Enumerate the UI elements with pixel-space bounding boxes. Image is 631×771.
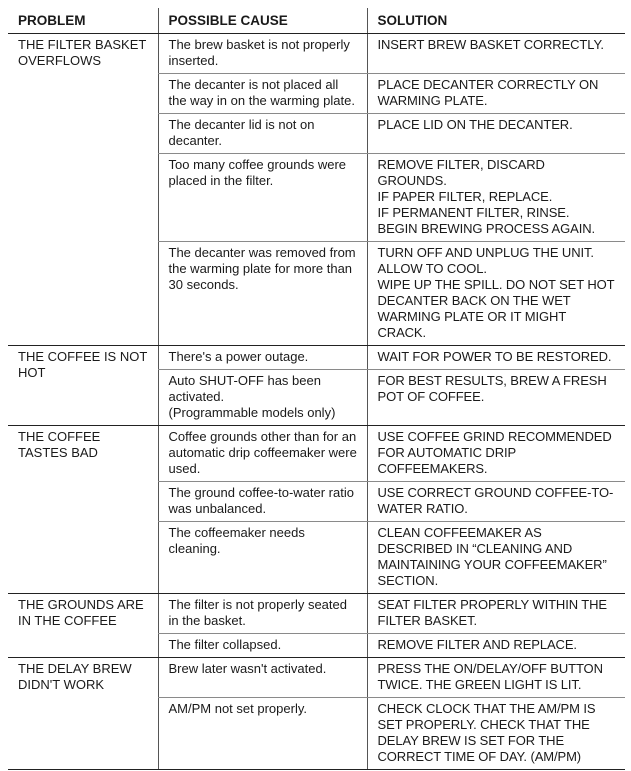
- cause-text: There's a power outage.: [168, 349, 309, 364]
- header-solution: SOLUTION: [367, 8, 625, 34]
- header-row: [8, 8, 625, 34]
- solution-text: PLACE DECANTER CORRECTLY ON WARMING PLATE.: [377, 77, 599, 108]
- cause-text: The decanter was removed from the warming plate for more than 30 seconds.: [168, 245, 356, 292]
- solution-text: INSERT BREW BASKET CORRECTLY.: [377, 37, 604, 52]
- table-body: [8, 34, 625, 770]
- table-row: [8, 594, 625, 634]
- problem-text: THE GROUNDS ARE IN THE COFFEE: [18, 597, 144, 628]
- cause-text: The filter collapsed.: [168, 637, 282, 652]
- header-problem: PROBLEM: [8, 8, 158, 34]
- solution-cell: [367, 74, 625, 114]
- solution-cell: [367, 242, 625, 346]
- solution-text: SEAT FILTER PROPERLY WITHIN THE FILTER BASKET.: [377, 597, 607, 628]
- problem-cell: [8, 594, 158, 658]
- solution-text: CHECK CLOCK THAT THE AM/PM IS SET PROPERLY. CHECK THAT THE DELAY BREW IS SET FOR THE CORRECT TIME OF DAY. (AM/PM): [377, 701, 596, 764]
- cause-text: Brew later wasn't activated.: [168, 661, 327, 676]
- cause-cell: [158, 242, 367, 346]
- problem-text: THE DELAY BREW DIDN'T WORK: [18, 661, 132, 692]
- solution-text: TURN OFF AND UNPLUG THE UNIT. ALLOW TO COOL. WIPE UP THE SPILL. DO NOT SET HOT DECANTER BACK ON THE WET WARMING PLATE OR IT MIGHT CRACK.: [377, 245, 615, 340]
- cause-text: AM/PM not set properly.: [168, 701, 307, 716]
- solution-cell: [367, 698, 625, 770]
- solution-cell: [367, 594, 625, 634]
- problem-text: THE COFFEE IS NOT HOT: [18, 349, 148, 380]
- cause-cell: [158, 426, 367, 482]
- problem-cell: [8, 346, 158, 426]
- solution-text: REMOVE FILTER, DISCARD GROUNDS. IF PAPER FILTER, REPLACE. IF PERMANENT FILTER, RINSE. BEGIN BREWING PROCESS AGAIN.: [377, 157, 596, 236]
- solution-cell: [367, 114, 625, 154]
- problem-cell: [8, 426, 158, 594]
- solution-text: WAIT FOR POWER TO BE RESTORED.: [377, 349, 612, 364]
- table-row: [8, 426, 625, 482]
- solution-text: PLACE LID ON THE DECANTER.: [377, 117, 573, 132]
- table-row: [8, 34, 625, 74]
- cause-text: Too many coffee grounds were placed in the filter.: [168, 157, 347, 188]
- problem-cell: [8, 658, 158, 770]
- cause-cell: [158, 594, 367, 634]
- solution-cell: [367, 34, 625, 74]
- cause-text: The decanter is not placed all the way in on the warming plate.: [168, 77, 355, 108]
- problem-text: THE FILTER BASKET OVERFLOWS: [18, 37, 147, 68]
- cause-cell: [158, 154, 367, 242]
- solution-text: FOR BEST RESULTS, BREW A FRESH POT OF COFFEE.: [377, 373, 607, 404]
- solution-cell: [367, 154, 625, 242]
- table-row: [8, 346, 625, 370]
- cause-cell: [158, 482, 367, 522]
- cause-cell: [158, 370, 367, 426]
- solution-cell: [367, 346, 625, 370]
- cause-text: The decanter lid is not on decanter.: [168, 117, 315, 148]
- cause-cell: [158, 346, 367, 370]
- solution-text: USE CORRECT GROUND COFFEE-TO-WATER RATIO.: [377, 485, 614, 516]
- cause-text: Coffee grounds other than for an automatic drip coffeemaker were used.: [168, 429, 357, 476]
- cause-cell: [158, 634, 367, 658]
- cause-text: Auto SHUT-OFF has been activated. (Programmable models only): [168, 373, 336, 420]
- cause-cell: [158, 658, 367, 698]
- cause-cell: [158, 114, 367, 154]
- solution-cell: [367, 426, 625, 482]
- solution-cell: [367, 658, 625, 698]
- cause-text: The ground coffee-to-water ratio was unbalanced.: [168, 485, 354, 516]
- cause-cell: [158, 34, 367, 74]
- problem-cell: [8, 34, 158, 346]
- troubleshooting-table: [8, 8, 625, 770]
- cause-cell: [158, 698, 367, 770]
- cause-cell: [158, 522, 367, 594]
- header-cause: POSSIBLE CAUSE: [158, 8, 367, 34]
- solution-text: USE COFFEE GRIND RECOMMENDED FOR AUTOMATIC DRIP COFFEEMAKERS.: [377, 429, 612, 476]
- cause-cell: [158, 74, 367, 114]
- problem-text: THE COFFEE TASTES BAD: [18, 429, 101, 460]
- cause-text: The filter is not properly seated in the basket.: [168, 597, 347, 628]
- solution-text: CLEAN COFFEEMAKER AS DESCRIBED IN “CLEANING AND MAINTAINING YOUR COFFEEMAKER” SECTION.: [377, 525, 607, 588]
- solution-text: REMOVE FILTER AND REPLACE.: [377, 637, 577, 652]
- solution-cell: [367, 370, 625, 426]
- cause-text: The coffeemaker needs cleaning.: [168, 525, 305, 556]
- cause-text: The brew basket is not properly inserted.: [168, 37, 350, 68]
- solution-text: PRESS THE ON/DELAY/OFF BUTTON TWICE. THE GREEN LIGHT IS LIT.: [377, 661, 603, 692]
- solution-cell: [367, 522, 625, 594]
- solution-cell: [367, 482, 625, 522]
- table-row: [8, 658, 625, 698]
- solution-cell: [367, 634, 625, 658]
